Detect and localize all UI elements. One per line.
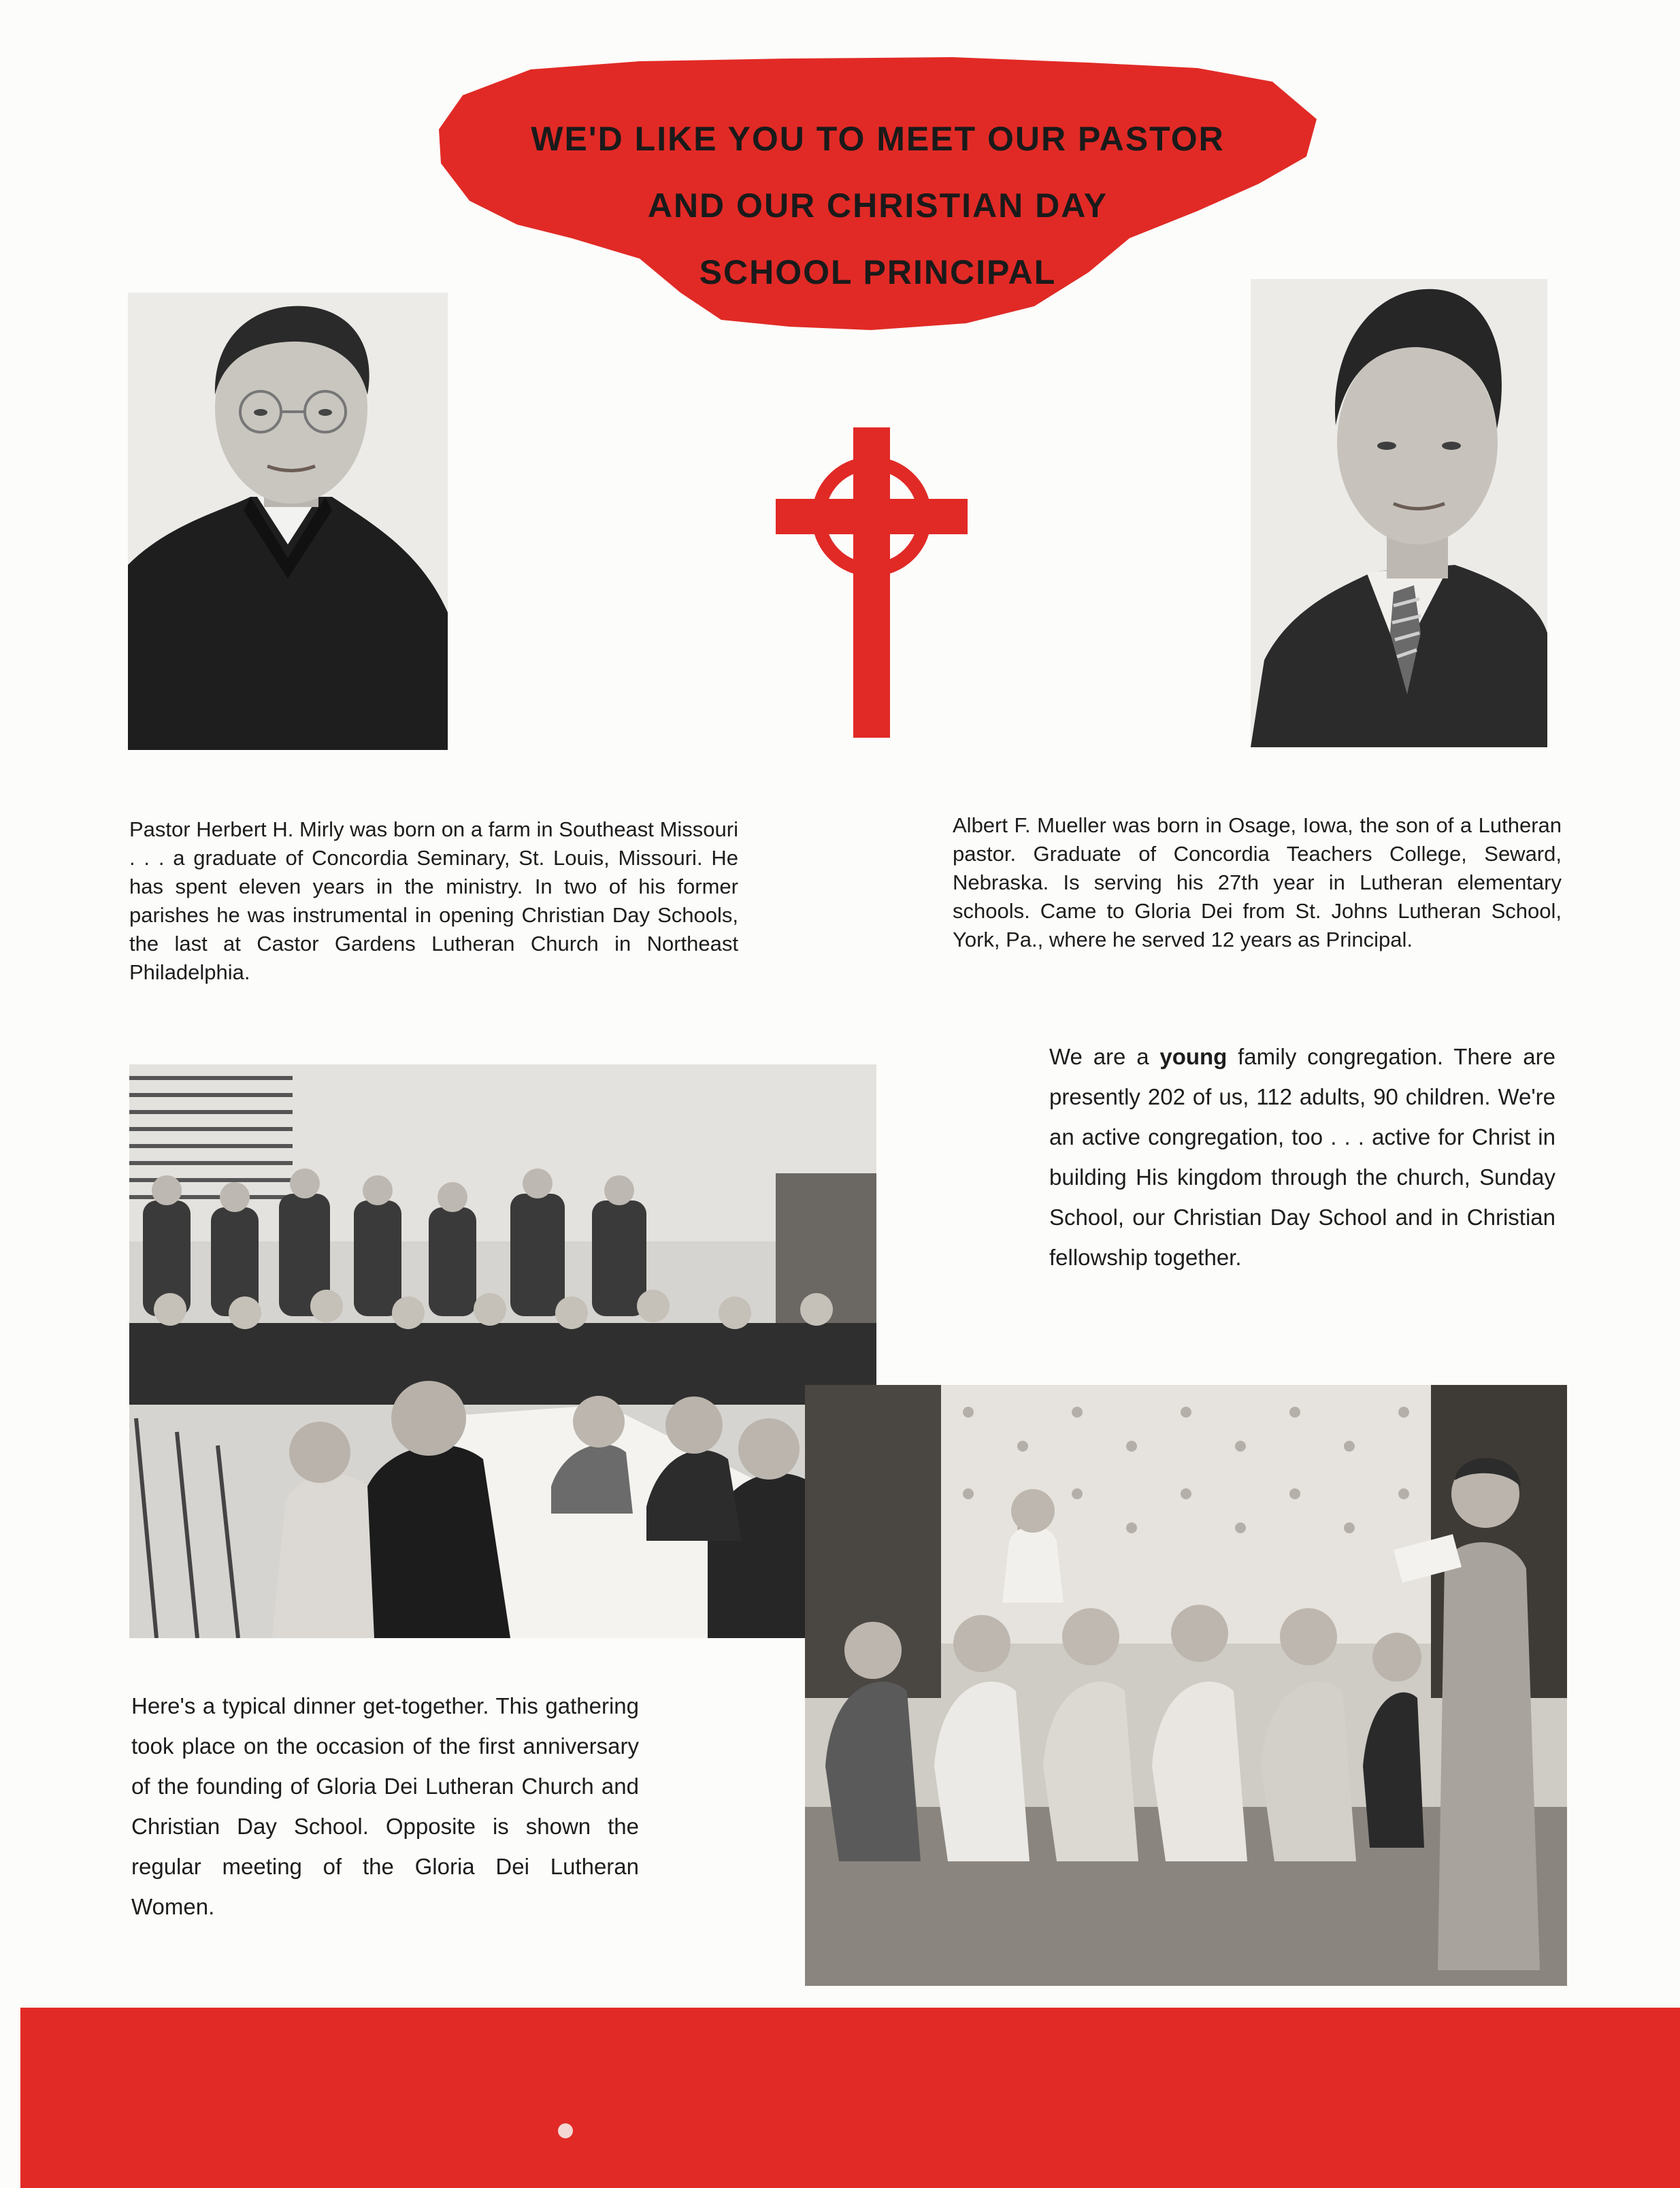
womens-meeting-photo — [805, 1385, 1567, 1986]
celtic-cross-icon — [776, 427, 968, 738]
principal-bio: Albert F. Mueller was born in Osage, Iowa, the son of a Lutheran pastor. Graduate of Concordia Teachers College, Seward, Nebraska. Is serving his 27th year in Lutheran elementary schools. Came to Gloria Dei from St. Johns Lutheran School, York, Pa., where he served 12 years as Principal. — [953, 813, 1562, 951]
congregation-emphasis: young — [1159, 1044, 1228, 1069]
dinner-photo — [129, 1064, 876, 1638]
heading-line-1: WE'D LIKE YOU TO MEET OUR PASTOR — [531, 120, 1225, 158]
congregation-text-after: family congregation. There are presently 202 of us, 112 adults, 90 children. We're an active congregation, too . . . active for Christ in building His kingdom through the church, Sunday School, our Christian Day School and in Christian fellowship together. — [1049, 1044, 1555, 1270]
pastor-portrait — [128, 293, 448, 750]
pastor-bio: Pastor Herbert H. Mirly was born on a farm in Southeast Missouri . . . a graduate of Concordia Seminary, St. Louis, Missouri. He has spent eleven years in the ministry. In two of his former parishes he was instrumental in opening Christian Day Schools, the last at Castor Gardens Lutheran Church in Northeast Philadelphia. — [129, 817, 738, 984]
footer-dot — [558, 2123, 573, 2138]
heading-line-2: AND OUR CHRISTIAN DAY — [647, 186, 1108, 225]
principal-portrait — [1251, 279, 1547, 747]
dinner-caption: Here's a typical dinner get-together. This gathering took place on the occasion of the first anniversary of the founding of Gloria Dei Lutheran Church and Christian Day School. Opposite is shown the regular meeting of the Gloria Dei Lutheran Women. — [131, 1693, 639, 1919]
heading-line-3: SCHOOL PRINCIPAL — [699, 253, 1057, 291]
heading-banner — [435, 54, 1320, 333]
congregation-text-before: We are a — [1049, 1044, 1160, 1069]
congregation-paragraph — [1049, 1036, 1555, 1277]
footer-band — [20, 2008, 1680, 2188]
